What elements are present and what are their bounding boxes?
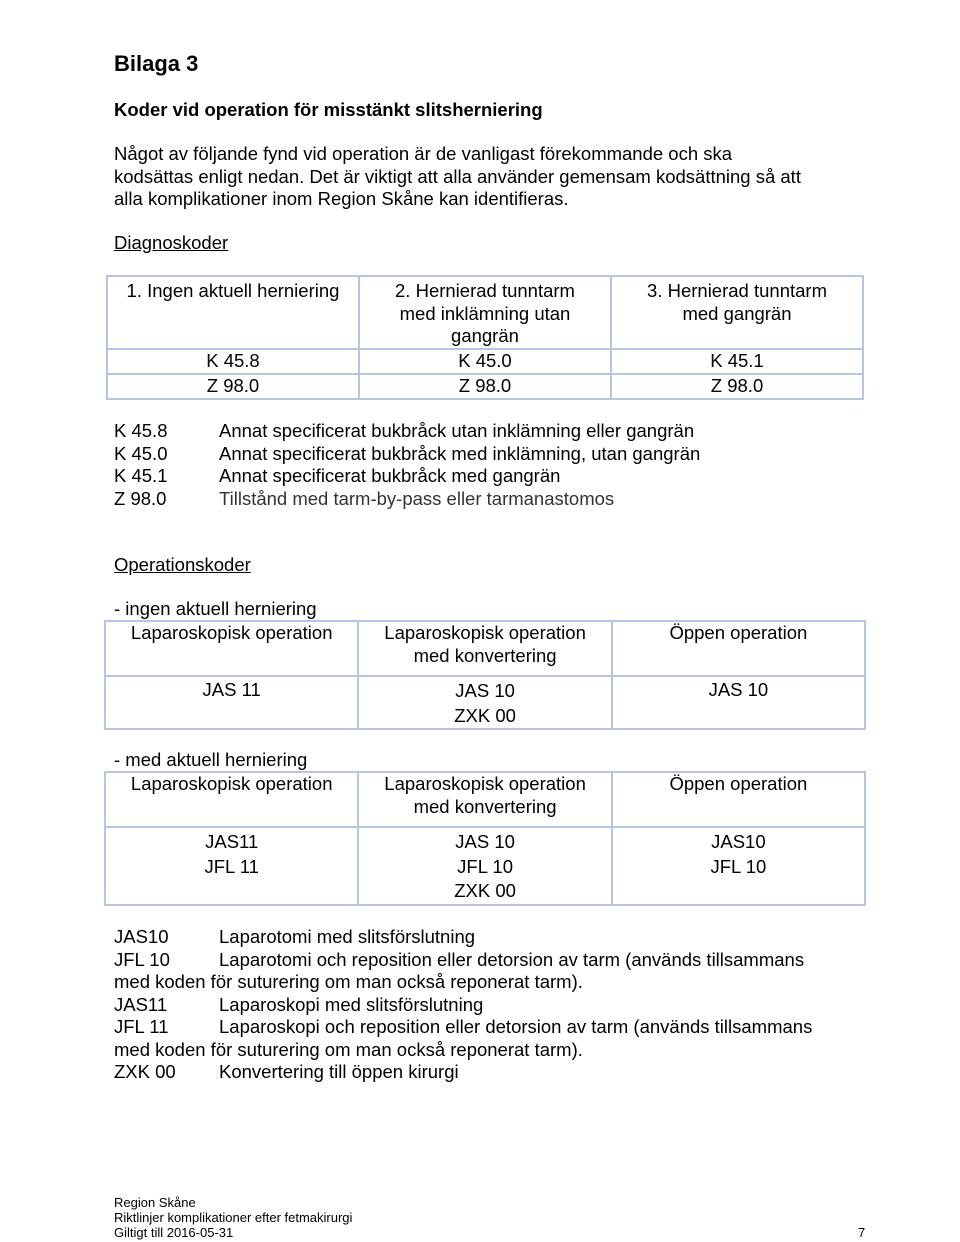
header-line: Öppen operation	[669, 622, 808, 643]
header-line: Laparoskopisk operation	[384, 773, 586, 794]
code: JFL 10	[114, 948, 170, 970]
table-row	[107, 276, 863, 349]
code: JAS10	[114, 926, 169, 947]
code-description: Konvertering till öppen kirurgi	[219, 1061, 459, 1082]
table-cell: Z 98.0	[107, 374, 359, 399]
list-item	[114, 465, 700, 488]
list-item	[114, 488, 700, 511]
code: JAS 10	[708, 679, 769, 700]
code-description: Laparotomi och reposition eller detorsion av tarm (används tillsammans	[219, 948, 805, 970]
code-description: Laparotomi med slitsförslutning	[219, 926, 476, 947]
code: ZXK 00	[114, 1061, 176, 1082]
code: JFL 11	[114, 1016, 169, 1037]
footer	[114, 1195, 352, 1240]
header-line: gangrän	[451, 325, 519, 346]
header-line: Laparoskopisk operation	[384, 622, 586, 643]
list-item	[114, 949, 812, 972]
table-row	[105, 772, 865, 827]
code: JAS 11	[202, 679, 261, 700]
code-description: Laparoskopi med slitsförslutning	[219, 993, 484, 1015]
intro-line: kodsättas enligt nedan. Det är viktigt att alla använder gemensam kodsättning så att	[114, 165, 801, 187]
code: JAS11	[205, 831, 259, 852]
header-line: 2. Hernierad tunntarm	[395, 280, 575, 301]
code-description: Annat specificerat bukbråck utan inklämning eller gangrän	[219, 420, 695, 441]
header-line: Laparoskopisk operation	[130, 773, 333, 794]
section-subtitle: Koder vid operation för misstänkt slitsherniering	[114, 99, 543, 120]
op-section-label: - ingen aktuell herniering	[114, 598, 317, 619]
table-cell	[358, 676, 611, 729]
code: JAS11	[114, 993, 168, 1015]
table-cell: K 45.1	[611, 349, 863, 374]
table-cell	[105, 676, 358, 729]
code: ZXK 00	[454, 880, 516, 901]
code: ZXK 00	[454, 704, 516, 726]
header-line: med inklämning utan	[399, 302, 571, 324]
code: JAS 10	[455, 680, 515, 701]
code: K 45.1	[114, 465, 168, 486]
list-item	[114, 443, 700, 466]
code: K 45.8	[114, 420, 168, 441]
code-description: Annat specificerat bukbråck med inklämning, utan gangrän	[219, 442, 701, 464]
list-item	[114, 926, 812, 949]
op-table-with-herniation	[104, 771, 866, 906]
code: K 45.0	[114, 442, 168, 464]
table-header-cell	[358, 621, 611, 676]
op-code-legend	[114, 926, 812, 1084]
table-row	[107, 374, 863, 399]
intro-paragraph	[114, 143, 801, 211]
table-row	[105, 827, 865, 905]
code: JFL 10	[457, 855, 514, 877]
table-cell	[612, 827, 865, 905]
footer-doc-title: Riktlinjer komplikationer efter fetmakirurgi	[114, 1210, 353, 1225]
diag-code-list	[114, 420, 700, 510]
table-header-cell	[105, 621, 358, 676]
intro-line: alla komplikationer inom Region Skåne kan identifieras.	[114, 188, 569, 209]
table-row	[107, 349, 863, 374]
table-header-cell	[612, 772, 865, 827]
table-header-cell	[612, 621, 865, 676]
header-line: med gangrän	[682, 302, 792, 324]
table-header-cell	[105, 772, 358, 827]
op-heading: Operationskoder	[114, 554, 251, 575]
code: JFL 11	[204, 855, 259, 877]
code: JAS10	[711, 831, 766, 852]
table-cell: Z 98.0	[359, 374, 611, 399]
code-description: Laparoskopi och reposition eller detorsion av tarm (används tillsammans	[219, 1016, 813, 1037]
header-line: med konvertering	[413, 795, 557, 817]
table-cell: K 45.0	[359, 349, 611, 374]
op-section-label: - med aktuell herniering	[114, 749, 308, 770]
footer-org: Region Skåne	[114, 1195, 196, 1210]
header-line: Laparoskopisk operation	[130, 622, 333, 643]
diag-heading: Diagnoskoder	[114, 232, 229, 253]
table-header-cell	[107, 276, 359, 349]
table-cell	[612, 676, 865, 729]
table-row	[105, 621, 865, 676]
code: JAS 10	[455, 831, 515, 852]
table-header-cell	[611, 276, 863, 349]
table-cell: K 45.8	[107, 349, 359, 374]
code: Z 98.0	[114, 487, 167, 509]
table-row	[105, 676, 865, 729]
intro-line: Något av följande fynd vid operation är de vanligast förekommande och ska	[114, 143, 733, 164]
diagnosis-table	[106, 275, 864, 400]
list-item	[114, 1061, 812, 1084]
list-item	[114, 1016, 812, 1039]
list-item	[114, 994, 812, 1017]
header-line: 1. Ingen aktuell herniering	[126, 280, 340, 301]
code-description: Annat specificerat bukbråck med gangrän	[219, 465, 561, 486]
code: JFL 10	[710, 855, 767, 877]
table-cell: Z 98.0	[611, 374, 863, 399]
list-item	[114, 420, 700, 443]
footer-valid-date: Giltigt till 2016-05-31	[114, 1225, 234, 1240]
list-item-continuation: med koden för suturering om man också reponerat tarm).	[114, 971, 583, 992]
header-line: med konvertering	[413, 644, 557, 666]
table-header-cell	[358, 772, 611, 827]
table-header-cell	[359, 276, 611, 349]
table-cell	[105, 827, 358, 905]
page-title: Bilaga 3	[114, 51, 199, 76]
op-table-no-herniation	[104, 620, 866, 730]
header-line: 3. Hernierad tunntarm	[647, 280, 827, 301]
code-description: Tillstånd med tarm-by-pass eller tarmanastomos	[219, 487, 615, 509]
header-line: Öppen operation	[669, 773, 808, 794]
table-cell	[358, 827, 611, 905]
page-number: 7	[858, 1225, 866, 1240]
list-item-continuation: med koden för suturering om man också reponerat tarm).	[114, 1038, 583, 1060]
